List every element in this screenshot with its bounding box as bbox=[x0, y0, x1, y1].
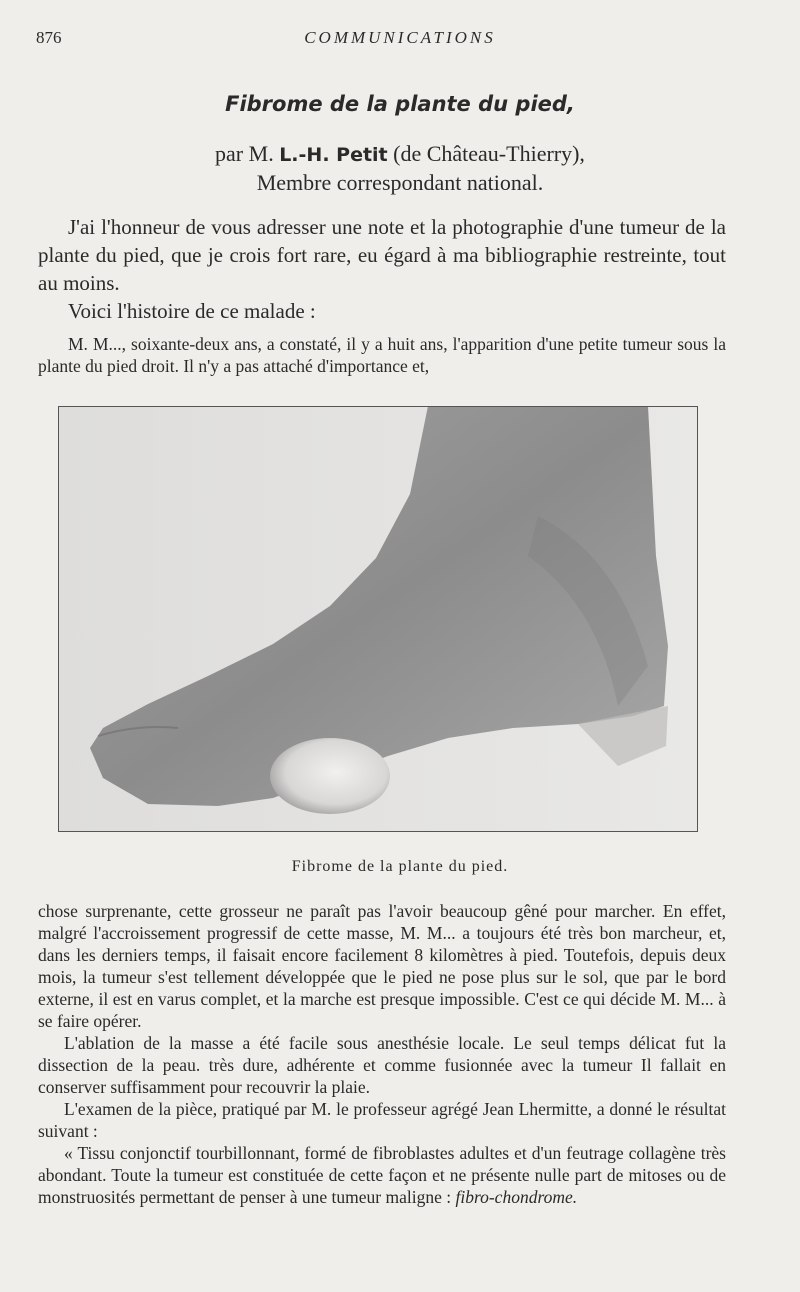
author-affiliation: (de Château-Thierry), bbox=[393, 141, 585, 166]
case-paragraph: M. M..., soixante-deux ans, a constaté, il y a huit ans, l'apparition d'une petite tumeur sous la plante du pied droit. Il n'y a pas attaché d'importance et, bbox=[38, 334, 726, 376]
body-section bbox=[38, 900, 726, 1208]
foot-illustration bbox=[58, 406, 698, 832]
body-paragraph: L'examen de la pièce, pratiqué par M. le professeur agrégé Jean Lhermitte, a donné le résultat suivant : bbox=[38, 1099, 726, 1141]
article-title: Fibrome de la plante du pied, bbox=[225, 92, 575, 116]
page-number: 876 bbox=[36, 28, 62, 47]
intro-paragraph: Voici l'histoire de ce malade : bbox=[68, 299, 316, 323]
figure-caption: Fibrome de la plante du pied. bbox=[291, 858, 509, 875]
foot-photograph bbox=[58, 406, 698, 832]
body-paragraph bbox=[38, 1142, 726, 1208]
case-section bbox=[38, 333, 726, 377]
intro-section bbox=[38, 213, 726, 325]
body-paragraph: L'ablation de la masse a été facile sous anesthésie locale. Le seul temps délicat fut la dissection de la peau. très dure, adhérente et comme fusionnée avec la tumeur Il fallait en conserver suffisamment pour recouvrir la plaie. bbox=[38, 1033, 726, 1097]
page-header bbox=[36, 28, 764, 52]
author-name: L.-H. Petit bbox=[279, 144, 388, 166]
author-role: Membre correspondant national. bbox=[256, 170, 544, 195]
running-head: COMMUNICATIONS bbox=[304, 28, 496, 47]
intro-paragraph: J'ai l'honneur de vous adresser une note et la photographie d'une tumeur de la plante du pied, que je crois fort rare, eu égard à ma bibliographie restreinte, tout au moins. bbox=[38, 215, 726, 295]
byline bbox=[0, 140, 800, 197]
tumour-mass bbox=[270, 738, 390, 814]
body-paragraph: chose surprenante, cette grosseur ne paraît pas l'avoir beaucoup gêné pour marcher. En effet, malgré l'accroissement progressif de cette masse, M. M... a toujours été très bon marcheur, et, dans les derniers temps, il faisait encore facilement 8 kilomètres à pied. Toutefois, depuis deux mois, la tumeur s'est tellement développée que le pied ne pose plus sur le sol, que par le bord externe, il est en varus complet, et la marche est presque impossible. C'est ce qui décide M. M... à se faire opérer. bbox=[38, 901, 726, 1031]
byline-prefix: par M. bbox=[215, 141, 274, 166]
author-line bbox=[0, 140, 800, 169]
diagnosis-term: fibro-chondrome. bbox=[455, 1187, 578, 1207]
quoted-report: « Tissu conjonctif tourbillonnant, formé de fibroblastes adultes et d'un feutrage collagène très abondant. Toute la tumeur est constituée de cette façon et ne présente nulle part de mitoses ou de monstruosités permettant de penser à une tumeur maligne : bbox=[38, 1143, 726, 1207]
